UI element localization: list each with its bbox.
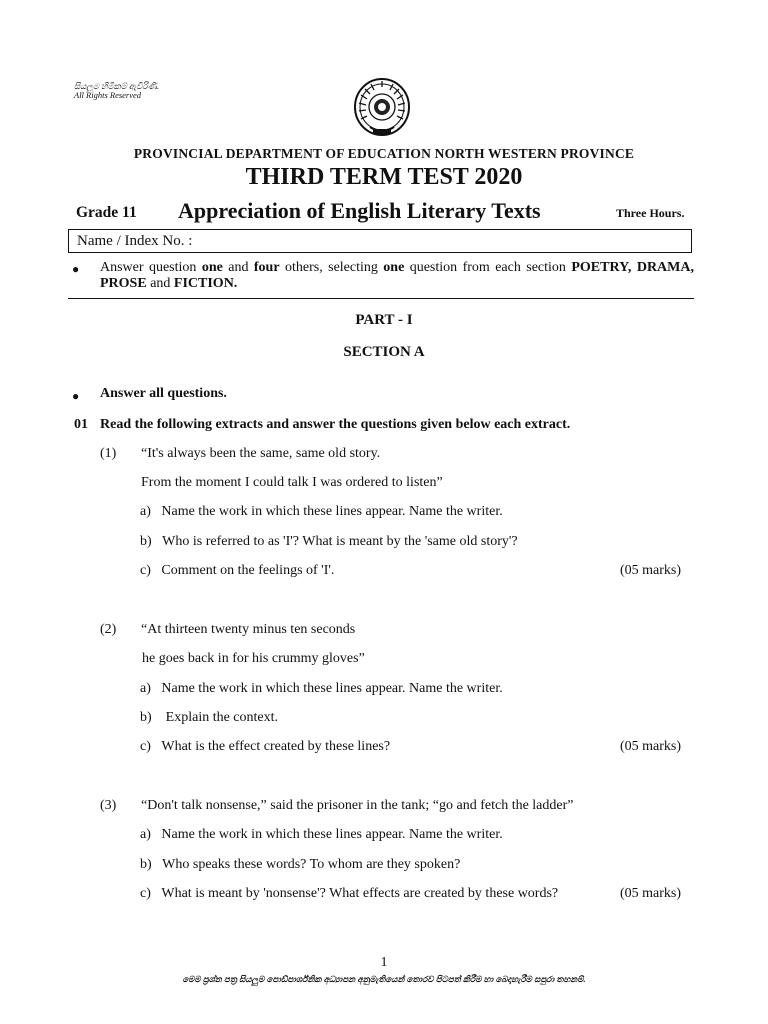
extract-3-marks: (05 marks) [620, 886, 682, 901]
bullet-icon: ● [72, 389, 80, 403]
emblem-icon [353, 77, 411, 139]
extract-1-number: (1) [100, 446, 117, 461]
rights-sinhala: සියලුම හිමිකම් ඇවිරිණි. [74, 81, 160, 91]
bullet-icon: ● [72, 262, 80, 276]
instructions: Answer question one and four others, selecting one question from each section POETRY, DRAMA, PROSE and FICTION. [100, 260, 694, 291]
extract-3-number: (3) [100, 798, 117, 813]
extract-2-line-1: “At thirteen twenty minus ten seconds [141, 622, 356, 637]
duration-label: Three Hours. [616, 206, 685, 220]
extract-3-question-a: a) Name the work in which these lines appear. Name the writer. [140, 827, 503, 842]
name-index-label: Name / Index No. : [77, 233, 193, 249]
subject-title: Appreciation of English Literary Texts [178, 198, 541, 223]
test-title: THIRD TERM TEST 2020 [245, 164, 523, 190]
extract-1-line-2: From the moment I could talk I was ordered to listen” [141, 475, 443, 490]
copyright-notice: මෙම ප්‍රශ්න පත්‍ර සියලුම පොඩ්පාර්ශ්නික අධ්‍යාපන අනුමැතියෙන් තොරව පිටපත් කිරීම හා බෙදාහැරීම සපුරා තහනම්. [182, 974, 586, 984]
extract-1-question-a: a) Name the work in which these lines appear. Name the writer. [140, 504, 503, 519]
all-rights-reserved [74, 82, 159, 100]
rights-english: All Rights Reserved [74, 90, 142, 100]
extract-2-question-c: c) What is the effect created by these lines? [140, 739, 391, 754]
divider [68, 298, 694, 299]
section-title: SECTION A [343, 344, 425, 360]
extract-2-question-a: a) Name the work in which these lines appear. Name the writer. [140, 681, 503, 696]
extract-2-line-2: he goes back in for his crummy gloves” [142, 651, 365, 666]
extract-3-question-c: c) What is meant by 'nonsense'? What effects are created by these words? [140, 886, 559, 901]
extract-1-line-1: “It's always been the same, same old story. [141, 446, 381, 461]
extract-3-question-b: b) Who speaks these words? To whom are they spoken? [140, 857, 461, 872]
extract-3-line-1: “Don't talk nonsense,” said the prisoner in the tank; “go and fetch the ladder” [141, 798, 574, 813]
grade-label: Grade 11 [76, 204, 137, 221]
answer-all-note: Answer all questions. [100, 386, 227, 401]
question-number: 01 [74, 417, 88, 432]
department-title: PROVINCIAL DEPARTMENT OF EDUCATION NORTH WESTERN PROVINCE [133, 146, 635, 161]
extract-2-marks: (05 marks) [620, 739, 682, 754]
extract-1-question-b: b) Who is referred to as 'I'? What is meant by the 'same old story'? [140, 534, 518, 549]
name-index-field[interactable] [68, 229, 692, 253]
extract-1-marks: (05 marks) [620, 563, 682, 578]
question-text: Read the following extracts and answer the questions given below each extract. [100, 417, 571, 432]
extract-2-number: (2) [100, 622, 117, 637]
extract-1-question-c: c) Comment on the feelings of 'I'. [140, 563, 335, 578]
page-number: 1 [380, 955, 388, 970]
part-title: PART - I [355, 312, 413, 328]
extract-2-question-b: b) Explain the context. [140, 710, 279, 725]
